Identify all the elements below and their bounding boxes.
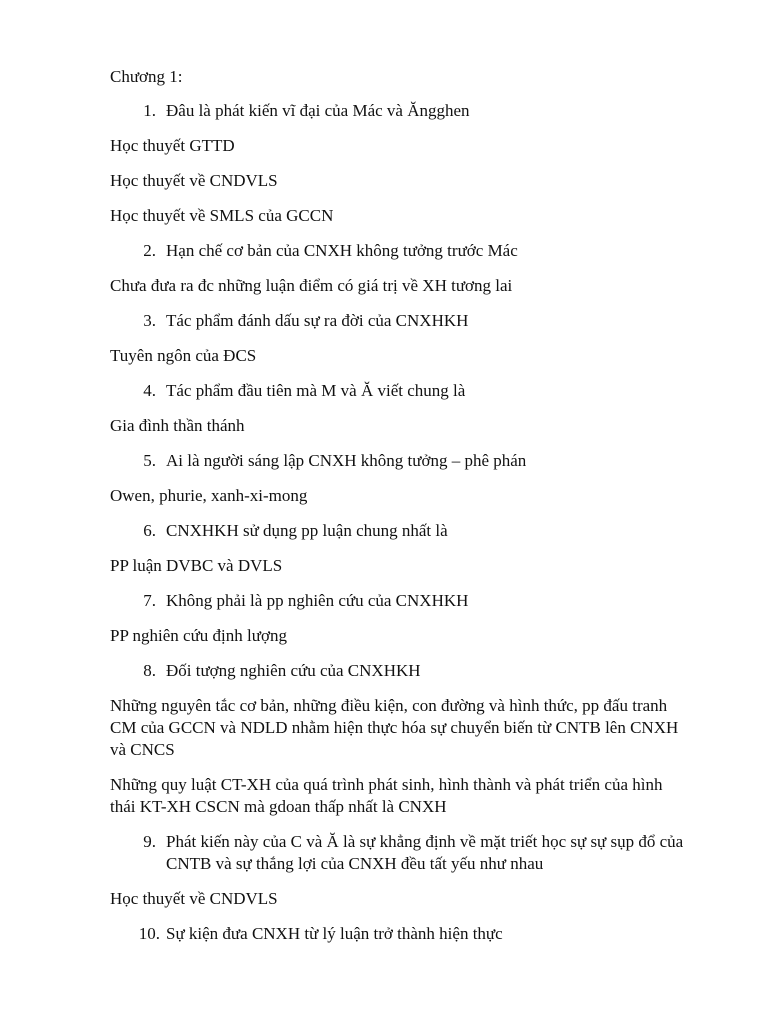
answer-text: Tuyên ngôn của ĐCS bbox=[110, 346, 257, 365]
question-number: 2. bbox=[143, 241, 156, 260]
question-item bbox=[110, 590, 690, 612]
answer-text: PP luận DVBC và DVLS bbox=[110, 556, 283, 575]
document-page bbox=[110, 66, 690, 958]
answer-text: Chưa đưa ra đc những luận điểm có giá trị về XH tương lai bbox=[110, 276, 513, 295]
question-item bbox=[110, 450, 690, 472]
question-item bbox=[110, 520, 690, 542]
question-number: 10. bbox=[138, 924, 160, 943]
question-number: 4. bbox=[143, 381, 156, 400]
question-number: 5. bbox=[143, 451, 156, 470]
question-text: Đâu là phát kiến vĩ đại của Mác và Ăngghen bbox=[166, 101, 470, 120]
question-item bbox=[110, 240, 690, 262]
question-number: 3. bbox=[143, 311, 156, 330]
chapter-heading: Chương 1: bbox=[110, 67, 183, 86]
question-item bbox=[110, 380, 690, 402]
question-number: 8. bbox=[143, 661, 156, 680]
question-item bbox=[110, 831, 690, 875]
question-number: 1. bbox=[143, 101, 156, 120]
answer-text: Học thuyết GTTD bbox=[110, 136, 235, 155]
question-item bbox=[110, 660, 690, 682]
question-text: Ai là người sáng lập CNXH không tưởng – phê phán bbox=[166, 451, 527, 470]
question-text: Phát kiến này của C và Ă là sự khẳng định về mặt triết học sự sự sụp đổ của CNTB và sự thắng lợi của CNXH đều tất yếu như nhau bbox=[166, 832, 684, 873]
question-number: 6. bbox=[143, 521, 156, 540]
answer-text: Owen, phurie, xanh-xi-mong bbox=[110, 486, 308, 505]
answer-text: Những quy luật CT-XH của quá trình phát sinh, hình thành và phát triển của hình thái KT-XH CSCN mà gdoan thấp nhất là CNXH bbox=[110, 775, 663, 816]
answer-text: PP nghiên cứu định lượng bbox=[110, 626, 287, 645]
question-item bbox=[110, 923, 690, 945]
answer-text: Học thuyết về SMLS của GCCN bbox=[110, 206, 334, 225]
question-item bbox=[110, 100, 690, 122]
question-text: Tác phẩm đánh dấu sự ra đời của CNXHKH bbox=[166, 311, 469, 330]
question-text: Không phải là pp nghiên cứu của CNXHKH bbox=[166, 591, 469, 610]
question-text: Hạn chế cơ bản của CNXH không tưởng trước Mác bbox=[166, 241, 518, 260]
question-number: 7. bbox=[143, 591, 156, 610]
answer-text: Những nguyên tắc cơ bản, những điều kiện, con đường và hình thức, pp đấu tranh CM của GCCN và NDLD nhằm hiện thực hóa sự chuyển biến từ CNTB lên CNXH và CNCS bbox=[110, 696, 679, 759]
question-text: Đối tượng nghiên cứu của CNXHKH bbox=[166, 661, 421, 680]
question-text: Tác phẩm đầu tiên mà M và Ă viết chung là bbox=[166, 381, 466, 400]
question-text: CNXHKH sử dụng pp luận chung nhất là bbox=[166, 521, 448, 540]
question-text: Sự kiện đưa CNXH từ lý luận trở thành hiện thực bbox=[166, 924, 503, 943]
answer-text: Học thuyết về CNDVLS bbox=[110, 889, 278, 908]
question-item bbox=[110, 310, 690, 332]
answer-text: Gia đình thần thánh bbox=[110, 416, 245, 435]
answer-text: Học thuyết về CNDVLS bbox=[110, 171, 278, 190]
question-number: 9. bbox=[143, 832, 156, 851]
